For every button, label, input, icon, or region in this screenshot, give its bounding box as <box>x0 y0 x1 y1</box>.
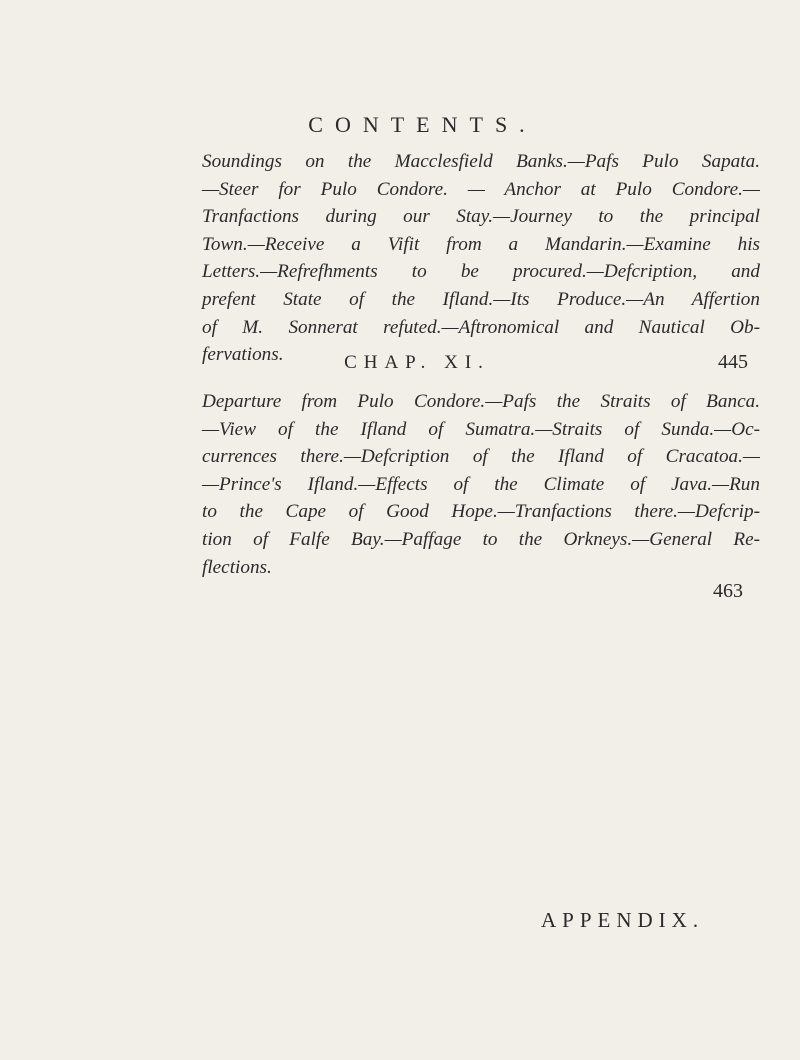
entry-line: —View of the Ifland of Sumatra.—Straits of Sunda.—Oc- <box>202 418 760 440</box>
entry-line: to the Cape of Good Hope.—Tranfactions there.—Defcrip- <box>202 501 760 523</box>
entry-line: —Steer for Pulo Condore. — Anchor at Pulo Condore.— <box>202 178 760 200</box>
entry-line: prefent State of the Ifland.—Its Produce.—An Affertion <box>202 288 760 310</box>
entry-line: Soundings on the Macclesfield Banks.—Pafs Pulo Sapata. <box>202 151 760 172</box>
contents-entry-chapter-x <box>202 148 760 369</box>
entry-line: currences there.—Defcription of the Ifland of Cracatoa.— <box>202 446 760 468</box>
page-number: 445 <box>718 351 748 373</box>
page-number: 463 <box>713 580 743 602</box>
entry-line: of M. Sonnerat refuted.—Aftronomical and Nautical Ob- <box>202 316 760 338</box>
contents-entry-chapter-xi <box>202 388 760 581</box>
running-head: CONTENTS. <box>308 112 537 137</box>
entry-line: Tranfactions during our Stay.—Journey to the principal <box>202 206 760 228</box>
entry-line: flections. <box>202 556 272 578</box>
entry-line: —Prince's Ifland.—Effects of the Climate of Java.—Run <box>202 473 760 495</box>
entry-line: tion of Falfe Bay.—Paffage to the Orkneys.—General Re- <box>202 528 760 550</box>
entry-line: Town.—Receive a Vifit from a Mandarin.—Examine his <box>202 233 760 255</box>
catchword: APPENDIX. <box>541 908 705 932</box>
entry-line: Departure from Pulo Condore.—Pafs the Straits of Banca. <box>202 391 760 412</box>
entry-line: fervations. <box>202 344 284 366</box>
chapter-heading: CHAP. XI. <box>344 352 490 373</box>
entry-line: Letters.—Refrefhments to be procured.—Defcription, and <box>202 261 760 283</box>
